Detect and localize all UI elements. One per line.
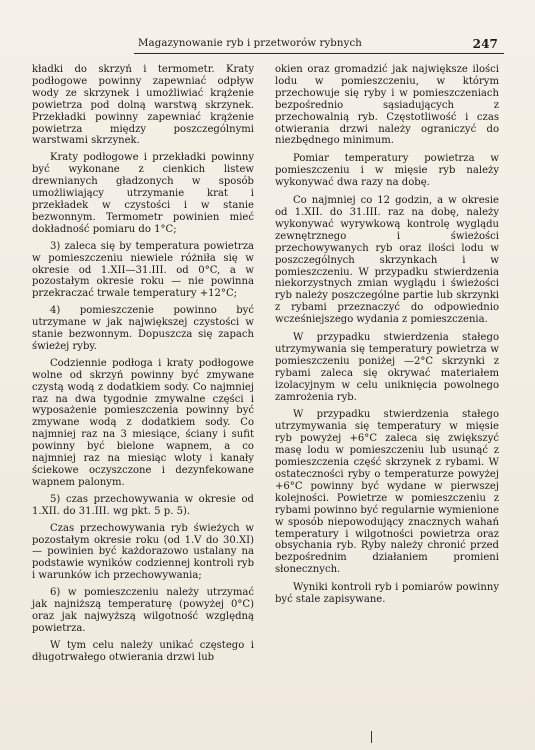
paragraph: W przypadku stwierdzenia stałego utrzymywania się temperatury w mięsie ryb powyżej +6°C zaleca się zwiększyć masę lodu w pomieszczeniu lub usunąć z pomieszczenia część skrzynek z rybami. W ostateczności ryby o temperaturze powyżej +6°C powinny być wydane w pierwszej kolejności. Powietrze w pomieszczeniu z rybami powinno być regularnie wymienione w sposób niepowodujący znacznych wahań temperatury i wilgotności powietrza oraz obsychania ryb. Ryby należy chronić przed bezpośrednim działaniem promieni słonecznych. [275, 409, 499, 576]
paragraph: 5) czas przechowywania w okresie od 1.XII. do 31.III. wg pkt. 5 p. 5). [32, 493, 254, 517]
paragraph: W tym celu należy unikać częstego i długotrwałego otwierania drzwi lub [32, 639, 254, 663]
paragraph: Codziennie podłoga i kraty podłogowe wolne od skrzyń powinny być zmywane czystą wodą z dodatkiem sody. Co najmniej raz na dwa tygodnie zmywalne części i wyposażenie pomieszczenia powinny być zmywane wodą z dodatkiem sody. Co najmniej raz na 3 miesiące, ściany i sufit powinny być bielone wapnem, a co najmniej raz na miesiąc wloty i kanały ściekowe oczyszczone i dezynfekowane wapnem palonym. [32, 357, 254, 488]
print-mark [371, 731, 372, 743]
paragraph: okien oraz gromadzić jak największe ilości lodu w pomieszczeniu, w którym przechowuje się ryby i w pomieszczeniach bezpośrednio sąsiadujących z przechowalnią ryb. Częstotliwość i czas otwierania drzwi należy ograniczyć do niezbędnego minimum. [275, 64, 499, 147]
page-number: 247 [472, 37, 498, 51]
paragraph: 6) w pomieszczeniu należy utrzymać jak najniższą temperaturę (powyżej 0°C) oraz jak najwyższą wilgotność względną powietrza. [32, 587, 254, 634]
paragraph: Kraty podłogowe i przekładki powinny być wykonane z cienkich listew drewnianych gładzonych w sposób umożliwiający utrzymanie krat i przekładek w czystości i w stanie bezwonnym. Termometr powinien mieć dokładność pomiaru do 1°C; [32, 152, 254, 235]
paragraph: 4) pomieszczenie powinno być utrzymane w jak największej czystości w stanie bezwonnym. Dopuszcza się zapach świeżej ryby. [32, 305, 254, 352]
paragraph: kładki do skrzyń i termometr. Kraty podłogowe powinny zapewniać odpływ wody ze skrzynek i umożliwiać krążenie powietrza pod dolną warstwą skrzynek. Przekładki powinny zapewniać krążenie powietrza między poszczególnymi warstwami skrzynek. [32, 64, 254, 147]
paragraph: W przypadku stwierdzenia stałego utrzymywania się temperatury powietrza w pomieszczeniu poniżej —2°C skrzynki z rybami zaleca się okrywać materiałem izolacyjnym w celu uniknięcia powolnego zamrożenia ryb. [275, 332, 499, 403]
running-header [138, 38, 498, 54]
paragraph: Pomiar temperatury powietrza w pomieszczeniu i w mięsie ryb należy wykonywać dwa razy na dobę. [275, 153, 499, 189]
paragraph: 3) zaleca się by temperatura powietrza w pomieszczeniu niewiele różniła się w okresie od 1.XII—31.III. od 0°C, a w pozostałym okresie roku — nie powinna przekraczać trwale temperatury +12°C; [32, 240, 254, 300]
header-rule [134, 53, 504, 54]
paragraph: Co najmniej co 12 godzin, a w okresie od 1.XII. do 31.III. raz na dobę, należy wykonywać wyrywkową kontrolę wyglądu zewnętrznego i świeżości przechowywanych ryb oraz ilości lodu w poszczególnych skrzynkach i w pomieszczeniu. W przypadku stwierdzenia niekorzystnych zmian wyglądu i świeżości ryb należy poszczególne partie lub skrzynki z rybami przeznaczyć do odpowiednio wcześniejszego wydania z pomieszczenia. [275, 195, 499, 326]
left-column [32, 64, 254, 664]
right-column [275, 64, 499, 606]
running-title: Magazynowanie ryb i przetworów rybnych [138, 38, 362, 49]
paragraph: Wyniki kontroli ryb i pomiarów powinny być stale zapisywane. [275, 582, 499, 606]
paragraph: Czas przechowywania ryb świeżych w pozostałym okresie roku (od 1.V do 30.XI) — powinien być każdorazowo ustalany na podstawie wyników codziennej kontroli ryb i warunków ich przechowywania; [32, 522, 254, 582]
